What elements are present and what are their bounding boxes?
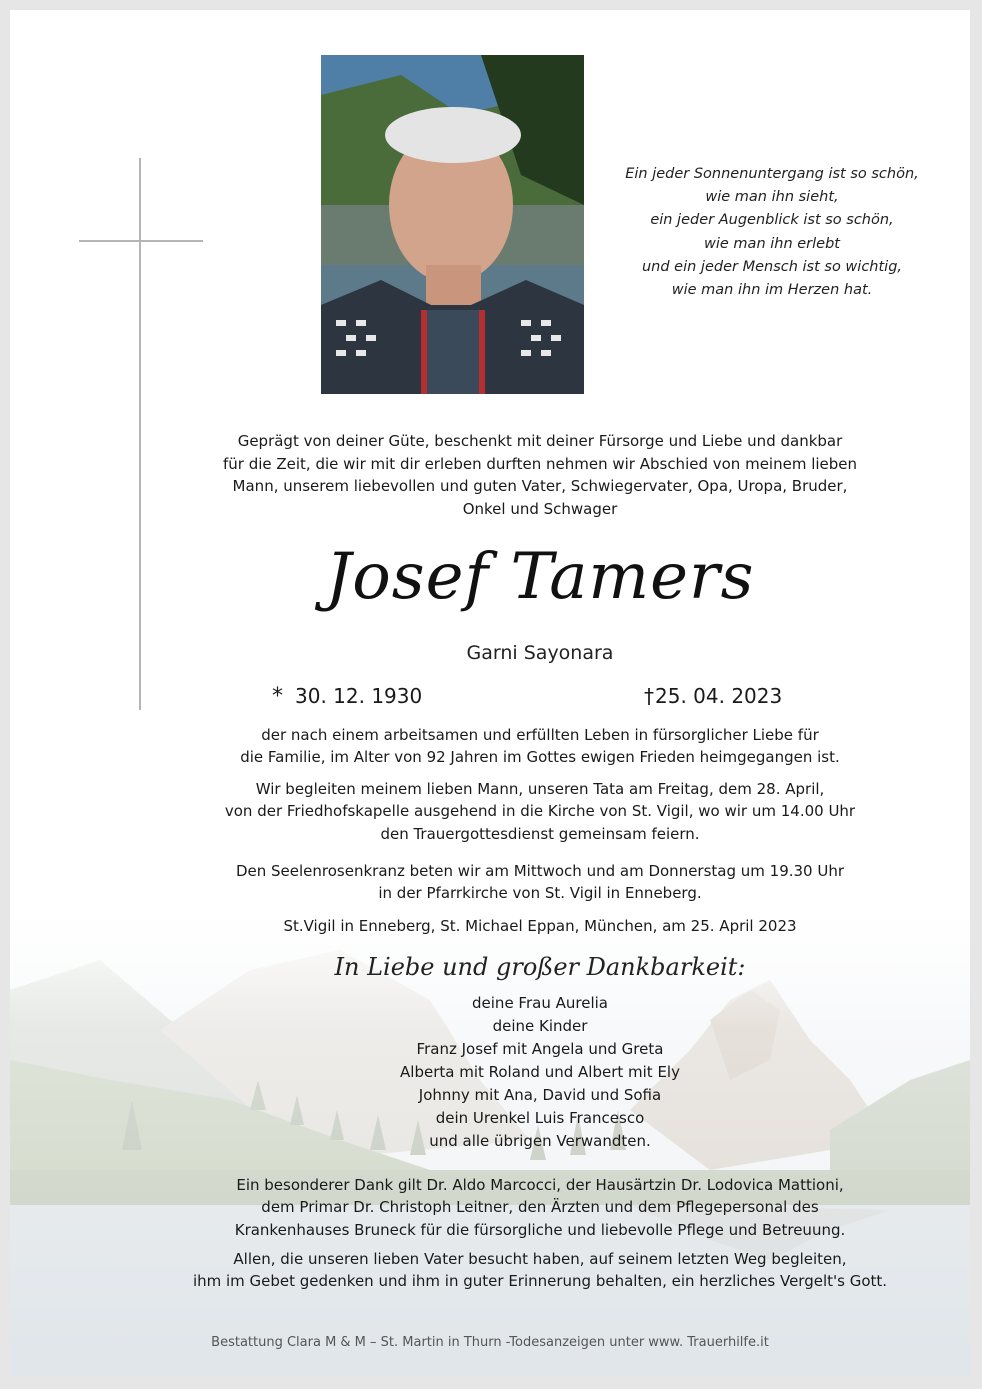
family-list (310, 992, 770, 1153)
family-line: Johnny mit Ana, David und Sofia (418, 1086, 662, 1104)
family-line: deine Kinder (492, 1017, 588, 1035)
family-line: Alberta mit Roland und Albert mit Ely (400, 1063, 680, 1081)
funeral-line: den Trauergottesdienst gemeinsam feiern. (380, 824, 700, 843)
rosary-line: Den Seelenrosenkranz beten wir am Mittwoch und am Donnerstag um 19.30 Uhr (235, 862, 845, 880)
thanks-line: Ein besonderer Dank gilt Dr. Aldo Marcocci, der Hausärtzin Dr. Lodovica Mattioni, (236, 1176, 844, 1194)
intro-text (200, 430, 880, 520)
deceased-subtitle: Garni Sayonara (466, 642, 614, 664)
visitors-line: Allen, die unseren lieben Vater besucht haben, auf seinem letzten Weg begleiten, (233, 1250, 847, 1268)
quote-line: wie man ihn im Herzen hat. (671, 282, 873, 299)
rosary-text (160, 860, 920, 905)
intro-line: Onkel und Schwager (462, 499, 618, 518)
thanks-line: dem Primar Dr. Christoph Leitner, den Ärzten und dem Pflegepersonal des (261, 1198, 819, 1217)
funeral-line: von der Friedhofskapelle ausgehend in die Kirche von St. Vigil, wo wir um 14.00 Uhr (224, 802, 856, 821)
deceased-name: Josef Tamers (325, 540, 755, 614)
intro-line: Mann, unserem liebevollen und guten Vater, Schwiegervater, Opa, Uropa, Bruder, (232, 477, 848, 496)
life-line: der nach einem arbeitsamen und erfüllten Leben in fürsorglicher Liebe für (261, 726, 819, 744)
thanks-line: Krankenhauses Bruneck für die fürsorgliche und liebevolle Pflege und Betreuung. (234, 1220, 846, 1239)
portrait-photo (321, 55, 584, 394)
death-date (644, 682, 782, 710)
funeral-text (160, 778, 920, 845)
place-date-line: St.Vigil in Enneberg, St. Michael Eppan, München, am 25. April 2023 (283, 917, 797, 935)
life-line: die Familie, im Alter von 92 Jahren im Gottes ewigen Frieden heimgegangen ist. (240, 748, 840, 767)
intro-line: Geprägt von deiner Güte, beschenkt mit deiner Fürsorge und Liebe und dankbar (237, 432, 843, 450)
birth-date-value: 30. 12. 1930 (295, 684, 423, 708)
visitors-text (160, 1248, 920, 1293)
death-date-value: 25. 04. 2023 (655, 684, 783, 708)
family-line: und alle übrigen Verwandten. (429, 1132, 651, 1150)
quote-line: wie man ihn erlebt (704, 235, 840, 252)
quote-line: ein jeder Augenblick ist so schön, (650, 212, 894, 229)
gratitude-heading: In Liebe und großer Dankbarkeit: (334, 953, 746, 981)
visitors-line: ihm im Gebet gedenken und ihm in guter Erinnerung behalten, ein herzliches Vergelt's Gott. (192, 1272, 888, 1291)
quote-line: Ein jeder Sonnenuntergang ist so schön, (625, 166, 919, 182)
obituary-page (10, 10, 970, 1377)
birth-star-icon: * (272, 684, 283, 709)
memorial-quote (602, 163, 942, 302)
family-line: dein Urenkel Luis Francesco (435, 1109, 645, 1127)
life-text (160, 724, 920, 769)
family-line: Franz Josef mit Angela und Greta (416, 1040, 664, 1058)
funeral-line: Wir begleiten meinem lieben Mann, unseren Tata am Freitag, dem 28. April, (255, 780, 825, 798)
quote-line: wie man ihn sieht, (705, 189, 839, 206)
place-date (160, 915, 920, 937)
rosary-line: in der Pfarrkirche von St. Vigil in Enneberg. (378, 884, 702, 903)
death-cross-icon: † (644, 684, 654, 708)
cross-horizontal-bar (79, 240, 203, 242)
birth-date (272, 682, 422, 711)
family-line: deine Frau Aurelia (472, 994, 608, 1012)
intro-line: für die Zeit, die wir mit dir erleben durften nehmen wir Abschied von meinem lieben (222, 454, 858, 473)
thanks-text (160, 1174, 920, 1241)
funeral-home-footer: Bestattung Clara M & M – St. Martin in Thurn -Todesanzeigen unter www. Trauerhilfe.it (211, 1335, 769, 1350)
quote-line: und ein jeder Mensch ist so wichtig, (641, 258, 903, 275)
